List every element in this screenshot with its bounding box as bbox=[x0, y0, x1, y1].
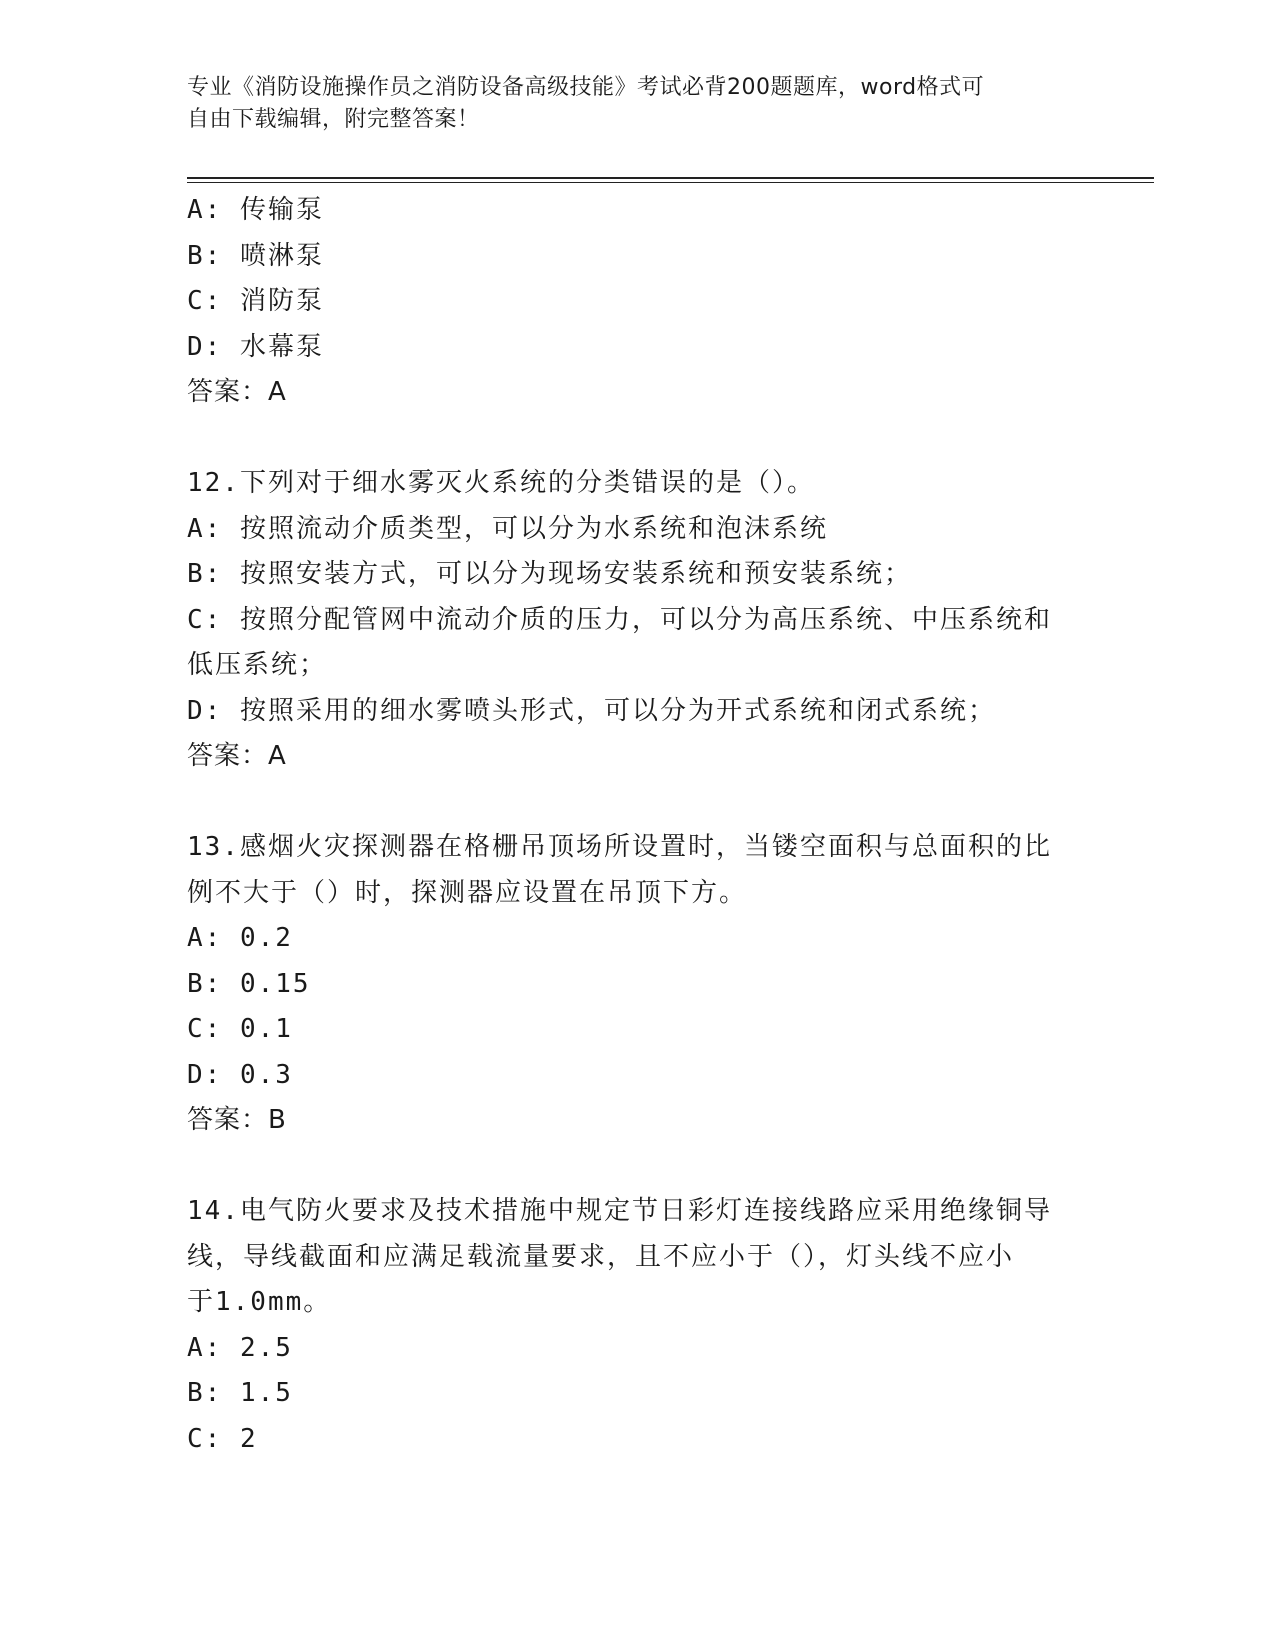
option-c: C: 0.1 bbox=[187, 1014, 293, 1044]
option-b: B: 0.15 bbox=[187, 968, 311, 999]
header-rule-thin bbox=[187, 182, 1154, 183]
option-c-continued: 低压系统； bbox=[187, 650, 328, 680]
question-stem-continued: 例不大于（）时，探测器应设置在吊顶下方。 bbox=[187, 877, 748, 908]
option-d: D: 水幕泵 bbox=[187, 331, 324, 362]
question-stem: 14.电气防火要求及技术措施中规定节日彩灯连接线路应采用绝缘铜导 bbox=[187, 1196, 1052, 1226]
option-c: C: 消防泵 bbox=[187, 286, 324, 316]
option-d: D: 0.3 bbox=[187, 1059, 293, 1090]
answer: 答案：A bbox=[187, 741, 287, 771]
header-line-2: 自由下载编辑，附完整答案！ bbox=[187, 107, 480, 132]
option-d: D: 按照采用的细水雾喷头形式，可以分为开式系统和闭式系统； bbox=[187, 695, 996, 726]
spacer bbox=[187, 780, 1087, 826]
question-stem-continued: 线，导线截面和应满足载流量要求，且不应小于（），灯头线不应小 bbox=[187, 1241, 1015, 1272]
spacer bbox=[187, 1144, 1087, 1190]
option-a: A: 0.2 bbox=[187, 923, 293, 953]
spacer bbox=[187, 416, 1087, 462]
question-stem-continued: 于1.0mm。 bbox=[187, 1287, 332, 1317]
question-13 bbox=[187, 825, 1087, 1144]
option-a: A: 2.5 bbox=[187, 1332, 293, 1363]
option-b: B: 1.5 bbox=[187, 1378, 293, 1408]
question-list bbox=[187, 188, 1087, 1462]
question-stem: 12.下列对于细水雾灭火系统的分类错误的是（）。 bbox=[187, 468, 815, 498]
option-b: B: 按照安装方式，可以分为现场安装系统和预安装系统； bbox=[187, 559, 912, 589]
option-c: C: 按照分配管网中流动介质的压力，可以分为高压系统、中压系统和 bbox=[187, 604, 1052, 635]
question-14 bbox=[187, 1189, 1087, 1462]
answer: 答案：B bbox=[187, 1105, 287, 1135]
question-12 bbox=[187, 461, 1087, 780]
option-b: B: 喷淋泵 bbox=[187, 240, 324, 271]
header-line-1: 专业《消防设施操作员之消防设备高级技能》考试必背200题题库，word格式可 bbox=[187, 75, 985, 100]
option-a: A: 按照流动介质类型，可以分为水系统和泡沫系统 bbox=[187, 513, 828, 544]
document-header bbox=[187, 72, 1067, 136]
option-a: A: 传输泵 bbox=[187, 195, 324, 225]
answer: 答案：A bbox=[187, 377, 287, 407]
question-11 bbox=[187, 188, 1087, 416]
option-c: C: 2 bbox=[187, 1423, 258, 1454]
header-rule-thick bbox=[187, 177, 1154, 179]
question-stem: 13.感烟火灾探测器在格栅吊顶场所设置时，当镂空面积与总面积的比 bbox=[187, 832, 1052, 862]
